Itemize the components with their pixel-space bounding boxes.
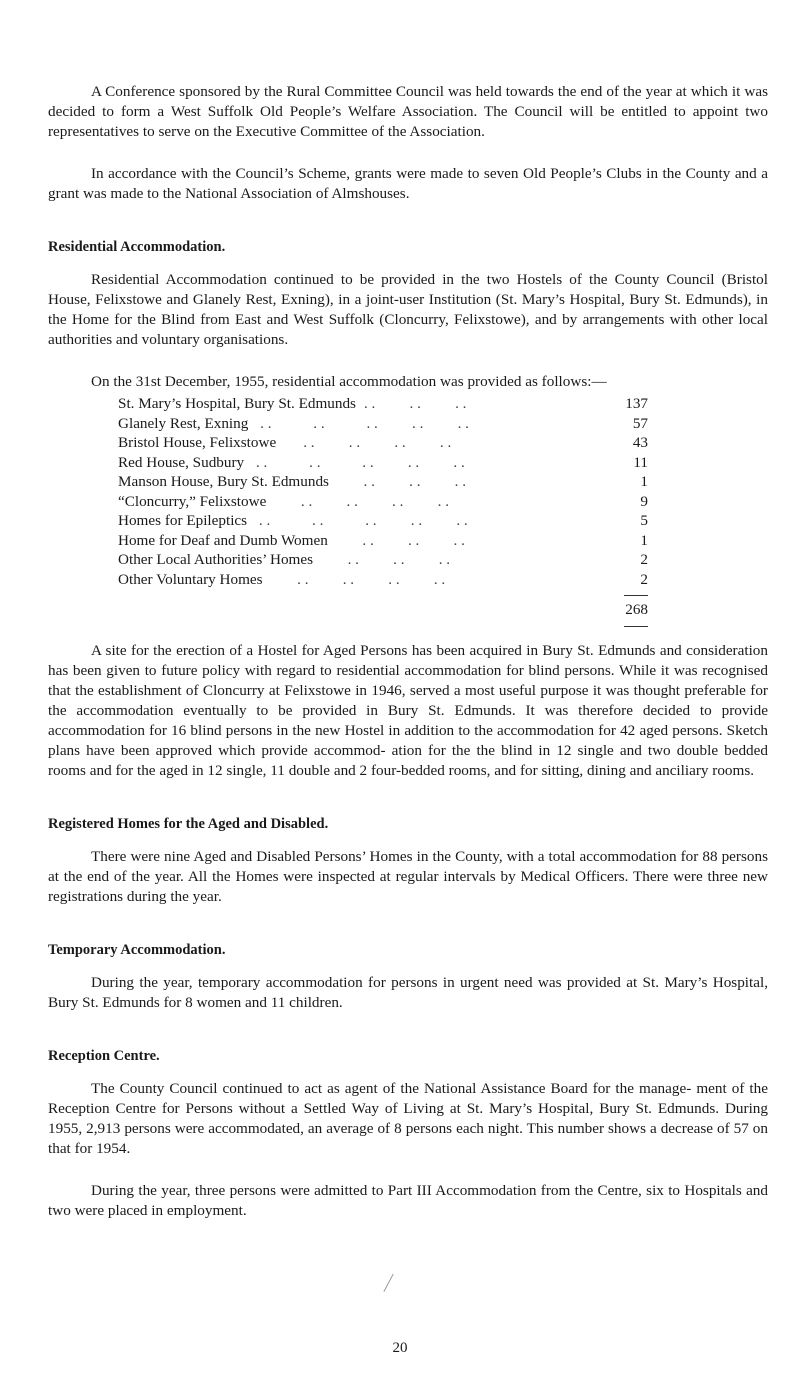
row-value: 9 xyxy=(640,492,648,510)
table-total: 268 xyxy=(625,601,648,618)
paragraph-residential-intro: Residential Accommodation continued to be provided in the two Hostels of the County Council (Bristol House, Felixstowe and Glanely Rest, Exning), in a joint-user Institution (St. Mary’s Hospital, Bury St. Edmunds), in the Home for the Blind from East and West Suffolk (Cloncurry, Felixstowe), and by arrangements with other local authorities and voluntary organisations. xyxy=(48,271,768,348)
row-value: 1 xyxy=(640,531,648,549)
row-name: Homes for Epileptics xyxy=(118,512,248,529)
table-row xyxy=(118,570,648,590)
row-value: 2 xyxy=(640,570,648,588)
heading-registered-homes: Registered Homes for the Aged and Disabled. xyxy=(48,816,329,832)
row-name: Other Local Authorities’ Homes xyxy=(118,551,313,568)
leader-dots: . . . . . . xyxy=(336,473,467,490)
table-row xyxy=(118,472,648,492)
page-number: 20 xyxy=(392,1340,408,1356)
table-row xyxy=(118,492,648,512)
paragraph-residential-list-intro: On the 31st December, 1955, residential accommodation was provided as follows:— xyxy=(91,373,607,390)
row-name: Glanely Rest, Exning xyxy=(118,414,249,432)
row-name: Manson House, Bury St. Edmunds xyxy=(118,473,329,490)
row-name: St. Mary’s Hospital, Bury St. Edmunds xyxy=(118,395,356,412)
row-name: Bristol House, Felixstowe xyxy=(118,434,277,451)
table-row xyxy=(118,433,648,453)
table-total-area xyxy=(118,589,648,627)
leader-dots: . . . . . . xyxy=(321,551,451,568)
leader-dots: . . . . . . . . xyxy=(284,434,452,451)
document-body xyxy=(48,82,768,1221)
paragraph-registered-homes: There were nine Aged and Disabled Persons’ Homes in the County, with a total accommodation for 88 persons at the end of the year. All the Homes were inspected at regular intervals by Medical Officers. There were three new registrations during the year. xyxy=(48,848,768,905)
row-value: 1 xyxy=(640,473,648,490)
paragraph-conference: A Conference sponsored by the Rural Committee Council was held towards the end of the year at which it was decided to form a West Suffolk Old People’s Welfare Association. The Council will be entitled to appoint two representatives to serve on the Executive Committee of the Association. xyxy=(48,83,768,140)
paragraph-grants: In accordance with the Council’s Scheme, grants were made to seven Old People’s Clubs in the County and a grant was made to the National Association of Almshouses. xyxy=(48,165,768,202)
row-value: 137 xyxy=(625,395,648,412)
heading-residential: Residential Accommodation. xyxy=(48,239,226,255)
leader-dots: . . . . . . . . xyxy=(270,570,446,588)
total-rule-bottom xyxy=(624,626,648,627)
total-block xyxy=(608,589,648,627)
row-name: Other Voluntary Homes xyxy=(118,570,263,588)
paragraph-temporary: During the year, temporary accommodation for persons in urgent need was provided at St. Mary’s Hospital, Bury St. Edmunds for 8 women and 11 children. xyxy=(48,974,768,1011)
leader-dots: . . . . . . . . . . xyxy=(256,414,469,432)
paragraph-hostel-site: A site for the erection of a Hostel for Aged Persons has been acquired in Bury St. Edmunds and consideration has been given to future policy with regard to residential accommodation for blind persons. While it was recognised that the establishment of Cloncurry at Felixstowe in 1946, served a most useful purpose it was thought preferable for the accommodation eventually to be provided in Bury St. Edmunds. It was therefore decided to provide accommodation for 16 blind persons in the new Hostel in addition to the accommodation for 42 aged persons. Sketch plans have been approved which provide accommod- ation for the the blind in 12 single and two double bedded rooms and for the aged in 12 single, 11 double and 2 four-bedded rooms, and for sitting, dining and anciliary rooms. xyxy=(48,642,768,779)
row-name: Home for Deaf and Dumb Women xyxy=(118,531,328,549)
leader-dots: . . . . . . xyxy=(363,395,467,412)
row-value: 11 xyxy=(633,453,648,471)
leader-dots: . . . . . . . . xyxy=(274,492,449,510)
paragraph-reception-centre: The County Council continued to act as agent of the National Assistance Board for the manage- ment of the Reception Centre for Persons without a Settled Way of Living at St. Mary’s Hospital, Bury St. Edmunds. During 1955, 2,913 persons were accommodated, an average of 8 persons each night. This number shows a decrease of 57 on that for 1954. xyxy=(48,1080,768,1157)
paragraph-reception-outcomes: During the year, three persons were admitted to Part III Accommodation from the Centre, six to Hospitals and two were placed in employment. xyxy=(48,1182,768,1219)
row-value: 5 xyxy=(640,512,648,529)
accommodation-table xyxy=(118,394,648,589)
heading-reception-centre: Reception Centre. xyxy=(48,1048,160,1064)
leader-dots: . . . . . . xyxy=(335,531,465,549)
row-value: 43 xyxy=(632,434,648,451)
table-row xyxy=(118,550,648,570)
table-row xyxy=(118,414,648,434)
row-name: “Cloncurry,” Felixstowe xyxy=(118,492,267,510)
table-row xyxy=(118,394,648,414)
table-row xyxy=(118,511,648,531)
table-row xyxy=(118,531,648,551)
row-value: 2 xyxy=(640,551,648,568)
leader-dots: . . . . . . . . . . xyxy=(252,453,465,471)
leader-dots: . . . . . . . . . . xyxy=(255,512,468,529)
table-row xyxy=(118,453,648,473)
row-name: Red House, Sudbury xyxy=(118,453,245,471)
heading-temporary: Temporary Accommodation. xyxy=(48,942,226,958)
stray-mark xyxy=(383,1274,394,1293)
row-value: 57 xyxy=(632,414,648,432)
